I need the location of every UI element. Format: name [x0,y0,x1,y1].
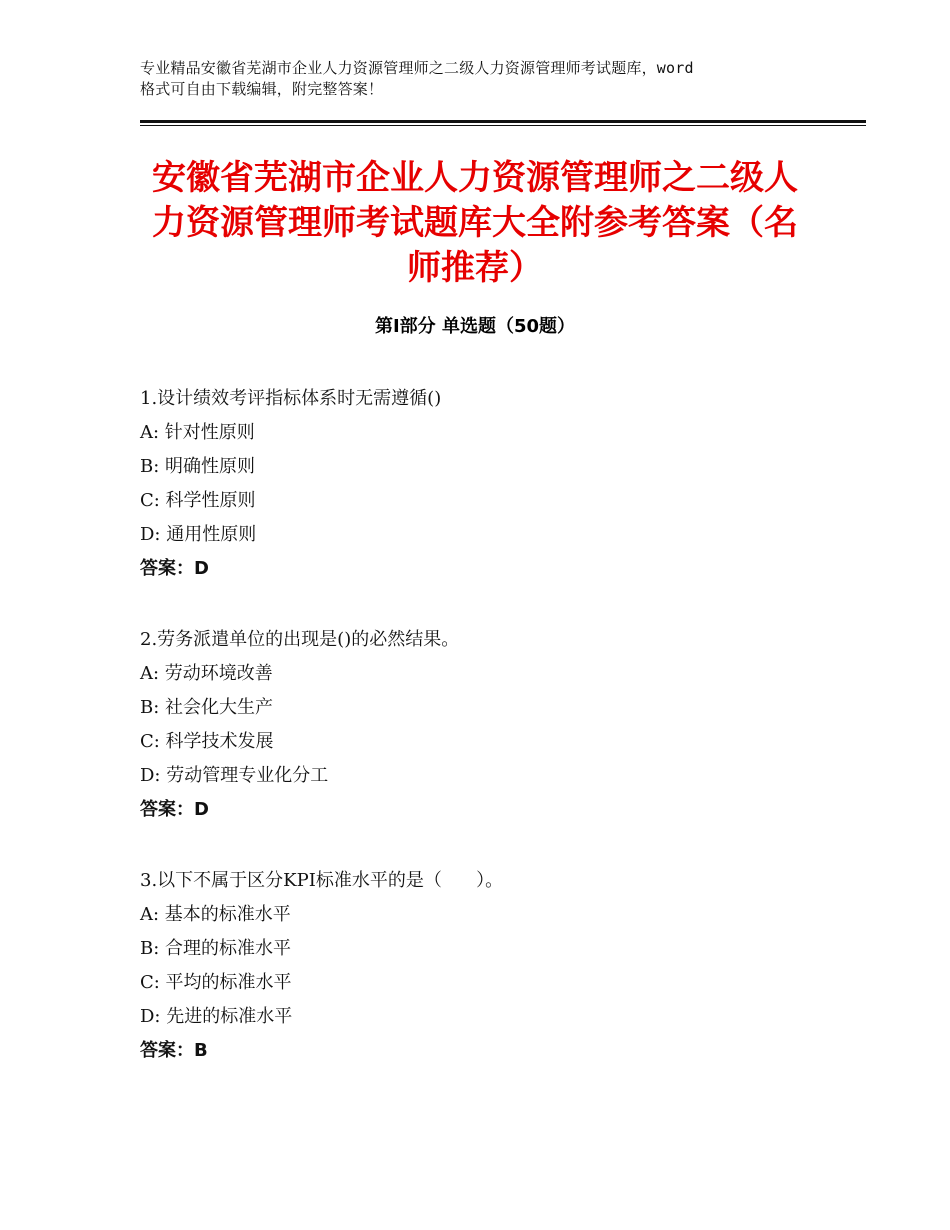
header-note [140,58,830,100]
option-a: A: 劳动环境改善 [140,663,273,684]
option-d: D: 先进的标准水平 [140,1006,293,1027]
option-d: D: 通用性原则 [140,524,257,545]
answer: 答案：D [140,799,209,820]
section-title: 第Ⅰ部分 单选题（50题） [374,316,575,337]
question-stem: 3.以下不属于区分KPI标准水平的是（ ）。 [140,870,504,891]
document-title-line-2: 力资源管理师考试题库大全附参考答案（名 [152,203,798,243]
header-note-line-2: 格式可自由下载编辑，附完整答案！ [140,80,384,98]
header-rule-thick [140,120,866,123]
question-3 [140,864,840,1068]
option-a: A: 针对性原则 [140,422,255,443]
answer: 答案：D [140,558,209,579]
document-title-line-1: 安徽省芜湖市企业人力资源管理师之二级人 [152,158,798,198]
document-title-line-3: 师推荐） [407,248,543,288]
option-b: B: 合理的标准水平 [140,938,292,959]
option-c: C: 科学性原则 [140,490,256,511]
question-stem: 1.设计绩效考评指标体系时无需遵循() [140,388,442,409]
question-1 [140,382,840,586]
answer: 答案：B [140,1040,208,1061]
question-2 [140,623,840,827]
question-stem: 2.劳务派遣单位的出现是()的必然结果。 [140,629,460,650]
option-d: D: 劳动管理专业化分工 [140,765,329,786]
header-note-line-1: 专业精品安徽省芜湖市企业人力资源管理师之二级人力资源管理师考试题库，word [140,59,694,77]
option-b: B: 社会化大生产 [140,697,274,718]
question-list [140,382,840,1105]
option-b: B: 明确性原则 [140,456,256,477]
option-c: C: 平均的标准水平 [140,972,292,993]
option-c: C: 科学技术发展 [140,731,274,752]
document-title [140,156,810,291]
header-rule-thin [140,125,866,126]
option-a: A: 基本的标准水平 [140,904,291,925]
